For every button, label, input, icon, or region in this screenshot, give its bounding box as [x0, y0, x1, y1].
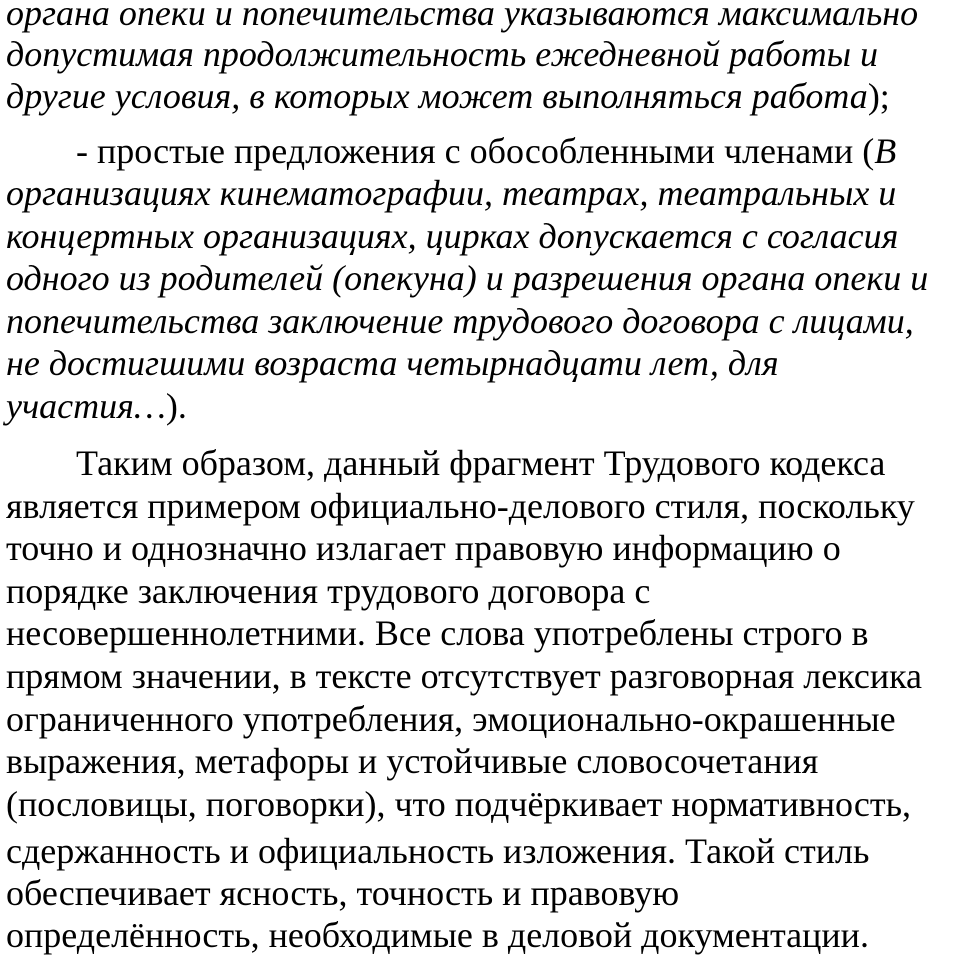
example-quote-line: организациях кинематографии, театрах, театральных и — [6, 173, 897, 213]
example-quote-end — [6, 386, 187, 426]
conclusion-line: обеспечивает ясность, точность и правовую — [6, 873, 680, 913]
example-quote-last: участия… — [6, 386, 166, 426]
conclusion-line: несовершеннолетними. Все слова употреблены строго в — [6, 613, 869, 653]
conclusion-line: сдержанность и официальность изложения. Такой стиль — [6, 831, 870, 871]
example-closing: ). — [165, 386, 187, 426]
conclusion-line: определённость, необходимые в деловой документации. — [6, 915, 869, 955]
example-quote-line: не достигшими возраста четырнадцати лет, для — [6, 343, 779, 383]
example-quote-line: попечительства заключение трудового договора с лицами, — [6, 301, 914, 341]
example-lead: - простые предложения с обособленными членами ( — [76, 131, 875, 171]
conclusion-line: (пословицы, поговорки), что подчёркивает нормативность, — [6, 784, 911, 824]
conclusion-line: является примером официально-делового стиля, поскольку — [6, 486, 915, 526]
quote-line-end — [6, 76, 890, 116]
example-quote-start: В — [874, 131, 897, 171]
conclusion-line: порядке заключения трудового договора с — [6, 571, 651, 611]
example-quote-line: концертных организациях, цирках допускается с согласия — [6, 216, 899, 256]
conclusion-line: ограниченного употребления, эмоционально-окрашенные — [6, 699, 896, 739]
conclusion-first-line: Таким образом, данный фрагмент Трудового кодекса — [76, 443, 886, 483]
conclusion-line: точно и однозначно излагает правовую информацию о — [6, 528, 841, 568]
quote-line: допустимая продолжительность ежедневной работы и — [6, 34, 878, 74]
quote-text: другие условия, в которых может выполняться работа — [6, 76, 868, 116]
quote-line: органа опеки и попечительства указываются максимально — [6, 0, 919, 33]
conclusion-line: прямом значении, в тексте отсутствует разговорная лексика — [6, 656, 923, 696]
example-lead-line — [76, 131, 896, 171]
example-quote-line: одного из родителей (опекуна) и разрешения органа опеки и — [6, 258, 929, 298]
quote-closing: ); — [867, 76, 890, 116]
conclusion-line: выражения, метафоры и устойчивые словосочетания — [6, 741, 819, 781]
